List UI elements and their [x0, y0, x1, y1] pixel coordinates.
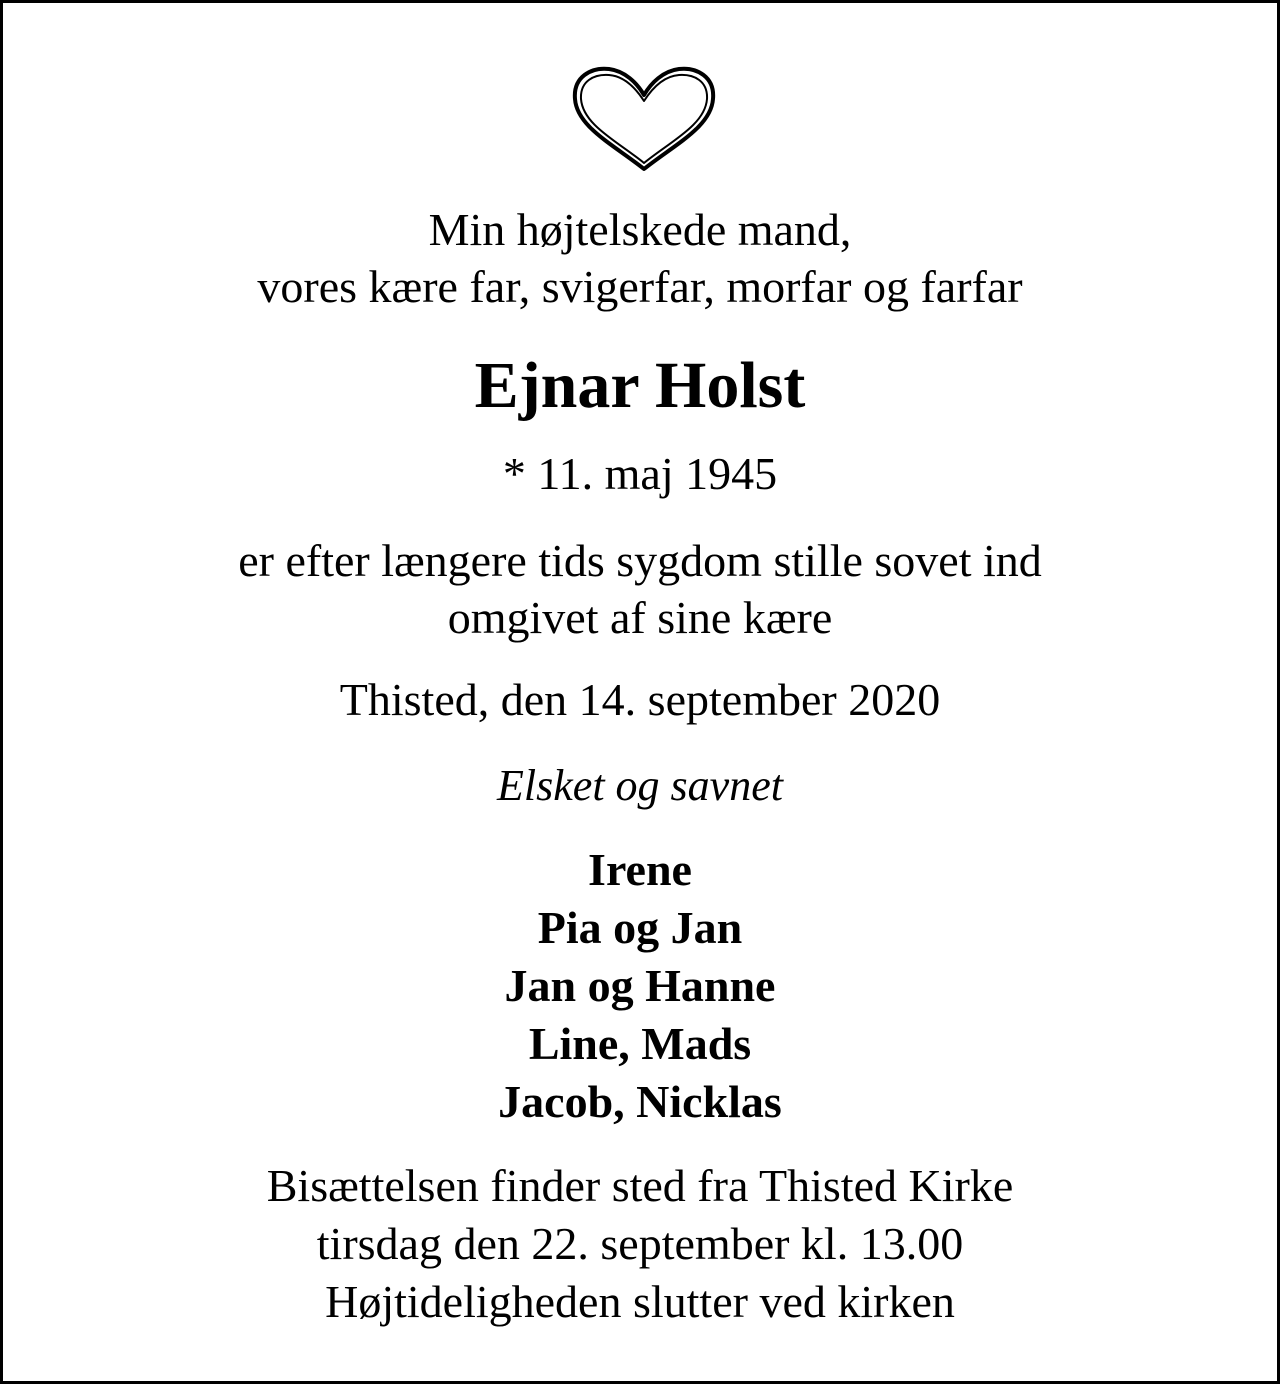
mourner-name: Irene — [588, 844, 692, 895]
funeral-line: tirsdag den 22. september kl. 13.00 — [316, 1218, 964, 1269]
passing-line: omgivet af sine kære — [447, 592, 833, 643]
funeral-line: Bisættelsen finder sted fra Thisted Kirke — [266, 1160, 1014, 1211]
place-date: Thisted, den 14. september 2020 — [339, 674, 941, 725]
mourner-name: Pia og Jan — [537, 902, 743, 953]
mourner-name: Jan og Hanne — [504, 960, 776, 1011]
sentiment-line: Elsket og savnet — [497, 761, 783, 810]
intro-line: Min højtelskede mand, — [428, 204, 852, 255]
birth-date: * 11. maj 1945 — [502, 448, 778, 499]
intro-line: vores kære far, svigerfar, morfar og farfar — [257, 261, 1023, 312]
funeral-line: Højtideligheden slutter ved kirken — [325, 1276, 955, 1327]
passing-line: er efter længere tids sygdom stille sovet ind — [238, 535, 1042, 586]
heart-icon — [569, 65, 719, 175]
mourner-name: Line, Mads — [528, 1018, 752, 1069]
mourner-name: Jacob, Nicklas — [498, 1076, 782, 1127]
deceased-name: Ejnar Holst — [474, 349, 806, 422]
